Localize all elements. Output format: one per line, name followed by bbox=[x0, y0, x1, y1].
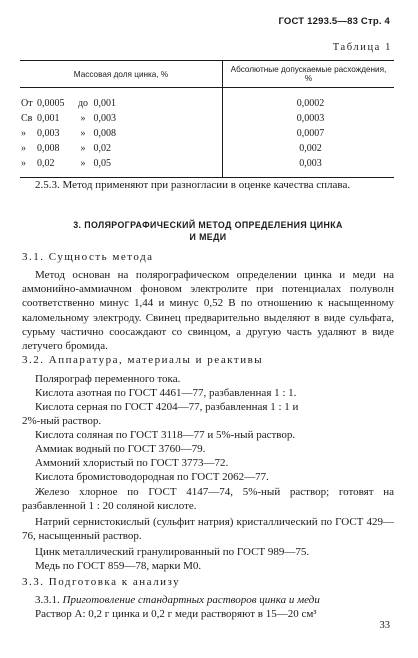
reagent-zinc: Цинк металлический гранулированный по ГОСТ 989—75. bbox=[35, 546, 310, 558]
range-to: 0,003 bbox=[93, 113, 116, 124]
col-header-zinc-fraction: Массовая доля цинка, % bbox=[20, 61, 223, 88]
range-prefix: » bbox=[21, 128, 26, 139]
range-from: 0,003 bbox=[37, 128, 60, 139]
col-header-tolerance: Абсолютные допускаемые расхождения, % bbox=[223, 61, 395, 88]
range-to: 0,008 bbox=[93, 128, 116, 139]
reagent-sulfuric-acid: Кислота серная по ГОСТ 4204—77, разбавленная 1 : 1 и bbox=[35, 401, 299, 413]
range-sep: » bbox=[80, 158, 86, 169]
reagent-hydrobromic-acid: Кислота бромистоводородная по ГОСТ 2062—77. bbox=[35, 471, 269, 483]
heading-3-1: 3.1. Сущность метода bbox=[22, 251, 154, 263]
range-prefix: Св bbox=[21, 113, 33, 124]
page-number: 33 bbox=[379, 620, 390, 631]
table-header-row bbox=[20, 61, 394, 88]
tolerance-value: 0,0003 bbox=[296, 113, 325, 124]
range-prefix: » bbox=[21, 143, 26, 154]
reagent-ferric-chloride: Железо хлорное по ГОСТ 4147—74, 5%-ный раствор; готовят на разбавленной 1 : 20 соляной кислоте. bbox=[22, 486, 394, 513]
paragraph-3-3-1-heading bbox=[22, 593, 394, 607]
reagent-ammonium-chloride: Аммоний хлористый по ГОСТ 3773—72. bbox=[35, 457, 229, 469]
table-row bbox=[20, 88, 394, 112]
reagent-polarograph: Полярограф переменного тока. bbox=[35, 373, 181, 385]
table-row bbox=[20, 141, 394, 156]
tolerance-value: 0,0002 bbox=[296, 98, 325, 109]
range-from: 0,008 bbox=[37, 143, 60, 154]
range-prefix: От bbox=[21, 98, 33, 109]
range-to: 0,05 bbox=[93, 158, 111, 169]
range-from: 0,02 bbox=[37, 158, 55, 169]
paragraph-3-3-1-text: Раствор А: 0,2 г цинка и 0,2 г меди растворяют в 15—20 см³ bbox=[35, 608, 317, 620]
paragraph-3-3-1-title: Приготовление стандартных растворов цинка и меди bbox=[62, 594, 320, 606]
range-from: 0,0005 bbox=[37, 98, 65, 109]
table-row bbox=[20, 111, 394, 126]
range-from: 0,001 bbox=[37, 113, 60, 124]
reagent-hydrochloric-acid: Кислота соляная по ГОСТ 3118—77 и 5%-ный раствор. bbox=[35, 429, 296, 441]
tolerance-table bbox=[20, 60, 394, 178]
heading-3-3: 3.3. Подготовка к анализу bbox=[22, 576, 181, 588]
tolerance-value: 0,0007 bbox=[296, 128, 325, 139]
table-row bbox=[20, 126, 394, 141]
table-title: Таблица 1 bbox=[332, 42, 392, 53]
heading-3-2: 3.2. Аппаратура, материалы и реактивы bbox=[22, 354, 264, 366]
section-3-title-line1: 3. ПОЛЯРОГРАФИЧЕСКИЙ МЕТОД ОПРЕДЕЛЕНИЯ ЦИНКА bbox=[73, 220, 343, 230]
tolerance-value: 0,002 bbox=[299, 143, 322, 154]
range-to: 0,001 bbox=[93, 98, 116, 109]
reagent-ammonia: Аммиак водный по ГОСТ 3760—79. bbox=[35, 443, 206, 455]
tolerance-value: 0,003 bbox=[223, 156, 395, 178]
range-sep: » bbox=[80, 128, 86, 139]
range-prefix: » bbox=[21, 158, 26, 169]
page-header: ГОСТ 1293.5—83 Стр. 4 bbox=[278, 16, 390, 27]
reagent-copper: Медь по ГОСТ 859—78, марки М0. bbox=[35, 560, 202, 572]
range-sep: » bbox=[80, 113, 86, 124]
range-sep: до bbox=[77, 98, 89, 109]
section-3-title bbox=[22, 219, 394, 243]
paragraph-2-5-3: 2.5.3. Метод применяют при разногласии в оценке качества сплава. bbox=[35, 179, 351, 191]
table-row bbox=[20, 156, 394, 178]
range-sep: » bbox=[80, 143, 86, 154]
paragraph-3-3-1-number: 3.3.1. bbox=[35, 594, 60, 606]
reagent-sodium-sulfite: Натрий сернистокислый (сульфит натрия) кристаллический по ГОСТ 429—76, насыщенный раствор. bbox=[22, 516, 394, 543]
section-3-title-line2: И МЕДИ bbox=[189, 232, 227, 242]
paragraph-3-1: Метод основан на полярографическом определении цинка и меди на аммонийно-аммиачном фоновом электролите при потенциалах полуволн соответственно минус 1,44 и минус 0,52 В по отношению к насыщенному каломельному электроду. Свинец предварительно выделяют в виде сульфата, сурьму частично соосаждают со свинцом, а другую часть удаляют в виде летучего бромида. bbox=[22, 269, 394, 353]
reagent-sulfuric-acid-cont: 2%-ный раствор. bbox=[22, 415, 102, 427]
reagent-nitric-acid: Кислота азотная по ГОСТ 4461—77, разбавленная 1 : 1. bbox=[35, 387, 297, 399]
range-to: 0,02 bbox=[93, 143, 111, 154]
